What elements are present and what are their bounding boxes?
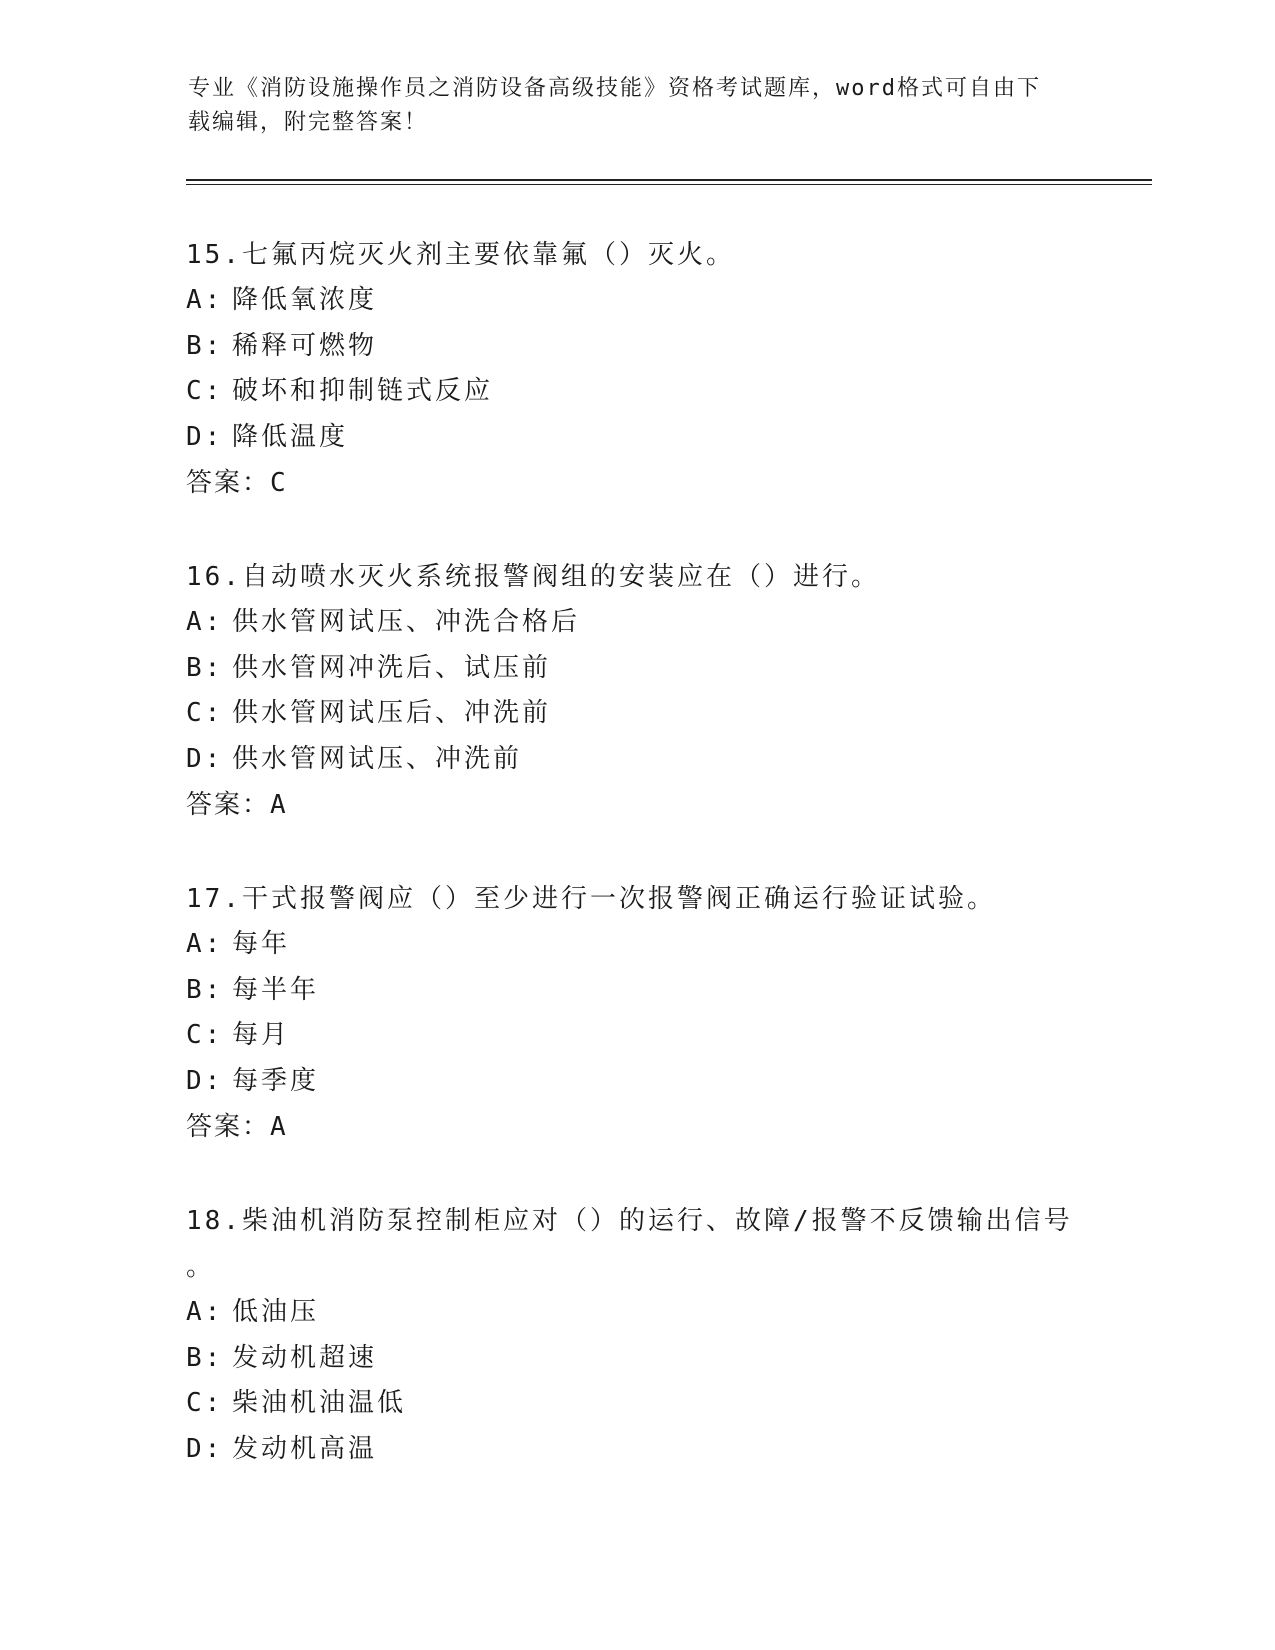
option-text: 每月 xyxy=(232,1020,291,1050)
option-d xyxy=(186,1059,1146,1105)
option-a xyxy=(186,278,1146,324)
option-b xyxy=(186,1336,1146,1382)
option-d xyxy=(186,415,1146,461)
option-label: B: xyxy=(186,330,224,361)
question-list xyxy=(186,232,1146,1520)
option-text: 低油压 xyxy=(232,1297,320,1327)
header-line-1: 专业《消防设施操作员之消防设备高级技能》资格考试题库，word格式可自由下 xyxy=(188,76,1041,101)
header-divider-thin xyxy=(186,184,1152,185)
question-text: 18.柴油机消防泵控制柜应对（）的运行、故障/报警不反馈输出信号 xyxy=(186,1206,1073,1236)
option-text: 每季度 xyxy=(232,1065,320,1096)
option-label: B: xyxy=(186,1342,224,1373)
option-c xyxy=(186,1381,1146,1427)
option-label: A: xyxy=(186,607,224,637)
option-b xyxy=(186,646,1146,692)
option-label: A: xyxy=(186,1297,224,1327)
question-18 xyxy=(186,1198,1146,1472)
option-a xyxy=(186,600,1146,646)
option-d xyxy=(186,737,1146,783)
option-text: 供水管网试压后、冲洗前 xyxy=(232,698,552,728)
option-text: 供水管网冲洗后、试压前 xyxy=(232,652,552,683)
question-text: 16.自动喷水灭火系统报警阀组的安装应在（）进行。 xyxy=(186,562,880,592)
question-text: 15.七氟丙烷灭火剂主要依靠氟（）灭火。 xyxy=(186,240,735,270)
option-text: 稀释可燃物 xyxy=(232,330,378,361)
option-label: D: xyxy=(186,1065,224,1096)
option-text: 发动机高温 xyxy=(232,1433,378,1464)
option-label: C: xyxy=(186,376,224,406)
option-label: D: xyxy=(186,1433,224,1464)
question-15 xyxy=(186,232,1146,506)
option-label: B: xyxy=(186,974,224,1005)
option-label: A: xyxy=(186,929,224,959)
option-text: 供水管网试压、冲洗合格后 xyxy=(232,607,581,637)
option-c xyxy=(186,691,1146,737)
question-16 xyxy=(186,554,1146,828)
answer-text: 答案：A xyxy=(186,1112,288,1142)
option-d xyxy=(186,1427,1146,1473)
header-line-2: 载编辑，附完整答案！ xyxy=(188,110,429,135)
question-text: 17.干式报警阀应（）至少进行一次报警阀正确运行验证试验。 xyxy=(186,884,996,914)
question-17 xyxy=(186,876,1146,1150)
option-text: 降低氧浓度 xyxy=(232,285,378,315)
option-text: 柴油机油温低 xyxy=(232,1388,407,1418)
option-label: B: xyxy=(186,652,224,683)
answer-text: 答案：A xyxy=(186,790,288,820)
option-c xyxy=(186,369,1146,415)
option-text: 每半年 xyxy=(232,974,320,1005)
option-b xyxy=(186,324,1146,370)
option-label: C: xyxy=(186,1020,224,1050)
option-text: 降低温度 xyxy=(232,421,349,452)
document-header xyxy=(188,72,1088,140)
option-a xyxy=(186,922,1146,968)
option-label: C: xyxy=(186,698,224,728)
option-label: A: xyxy=(186,285,224,315)
option-b xyxy=(186,968,1146,1014)
option-text: 破坏和抑制链式反应 xyxy=(232,376,494,406)
option-label: D: xyxy=(186,421,224,452)
option-text: 发动机超速 xyxy=(232,1342,378,1373)
option-label: D: xyxy=(186,743,224,774)
option-label: C: xyxy=(186,1388,224,1418)
option-text: 每年 xyxy=(232,929,291,959)
answer-text: 答案：C xyxy=(186,468,288,498)
question-text-continuation: 。 xyxy=(186,1252,216,1282)
option-text: 供水管网试压、冲洗前 xyxy=(232,743,523,774)
header-divider-thick xyxy=(186,179,1152,181)
option-c xyxy=(186,1013,1146,1059)
option-a xyxy=(186,1290,1146,1336)
